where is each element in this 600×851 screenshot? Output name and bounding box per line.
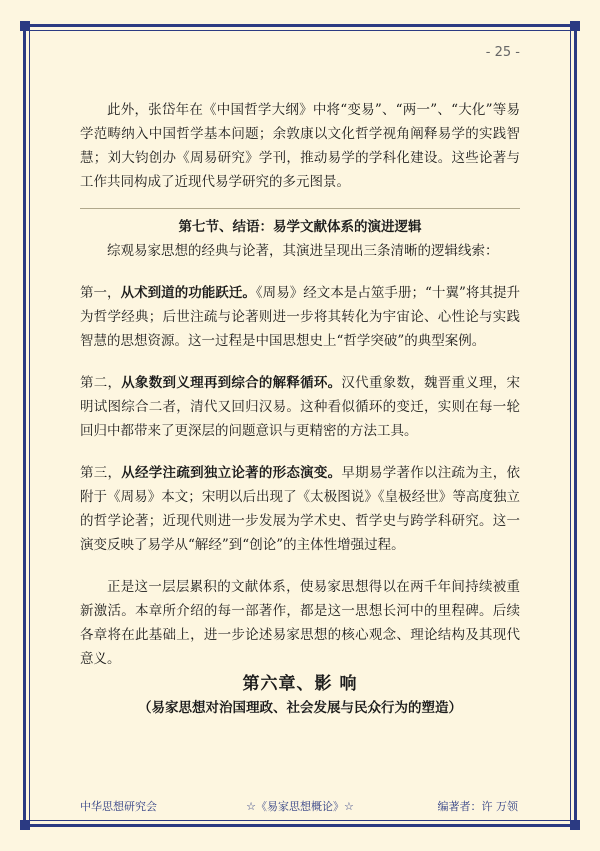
chapter-title: 第六章、影 响 [242, 674, 358, 694]
footer-organization: 中华思想研究会 [80, 800, 157, 813]
point-body: 早期易学著作以注疏为主，依附于《周易》本文；宋明以后出现了《太极图说》《皇极经世》等高度独立的哲学论著；近现代则进一步发展为学术史、哲学史与跨学科研究。这一演变反映了易学从“解经”到“创论”的主体性增强过程。 [80, 465, 521, 553]
page-content [80, 98, 520, 719]
paragraph-conclusion: 正是这一层层累积的文献体系，使易家思想得以在两千年间持续被重新激活。本章所介绍的每一部著作，都是这一思想长河中的里程碑。后续各章将在此基础上，进一步论述易家思想的核心观念、理论结构及其现代意义。 [80, 579, 520, 667]
frame-corner-top-right [570, 21, 580, 31]
point-prefix: 第一， [80, 285, 121, 301]
point-heading: 从术到道的功能跃迁。 [120, 285, 256, 301]
page-number: - 25 - [485, 45, 520, 60]
point-paragraph-1 [80, 281, 520, 353]
footer-author: 编著者：许 万领 [437, 800, 518, 813]
chapter-subtitle: （易家思想对治国理政、社会发展与民众行为的塑造） [138, 700, 462, 716]
point-body: 《周易》经文本是占筮手册；“十翼”将其提升为哲学经典；后世注疏与论著则进一步将其转化为宇宙论、心性论与实践智慧的思想资源。这一过程是中国思想史上“哲学突破”的典型案例。 [80, 285, 520, 349]
section-divider [80, 208, 520, 209]
point-prefix: 第二， [80, 375, 122, 391]
frame-corner-bottom-left [20, 820, 30, 830]
point-paragraph-3 [80, 461, 520, 557]
point-prefix: 第三， [80, 465, 122, 481]
frame-corner-bottom-right [570, 820, 580, 830]
point-paragraph-2 [80, 371, 520, 443]
point-heading: 从经学注疏到独立论著的形态演变。 [121, 465, 342, 481]
paragraph-intro: 此外，张岱年在《中国哲学大纲》中将“变易”、“两一”、“大化”等易学范畴纳入中国哲学基本问题；余敦康以文化哲学视角阐释易学的实践智慧；刘大钧创办《周易研究》学刊，推动易学的学科化建设。这些论著与工作共同构成了近现代易学研究的多元图景。 [80, 102, 520, 190]
paragraph-overview: 综观易家思想的经典与论著，其演进呈现出三条清晰的逻辑线索： [107, 243, 499, 259]
footer-book-title: ☆《易家思想概论》☆ [246, 800, 354, 813]
point-body: 汉代重象数，魏晋重义理，宋明试图综合二者，清代又回归汉易。这种看似循环的变迁，实则在每一轮回归中都带来了更深层的问题意识与更精密的方法工具。 [80, 375, 521, 439]
frame-corner-top-left [20, 21, 30, 31]
point-heading: 从象数到义理再到综合的解释循环。 [121, 375, 342, 391]
section-title: 第七节、结语：易学文献体系的演进逻辑 [178, 219, 422, 235]
